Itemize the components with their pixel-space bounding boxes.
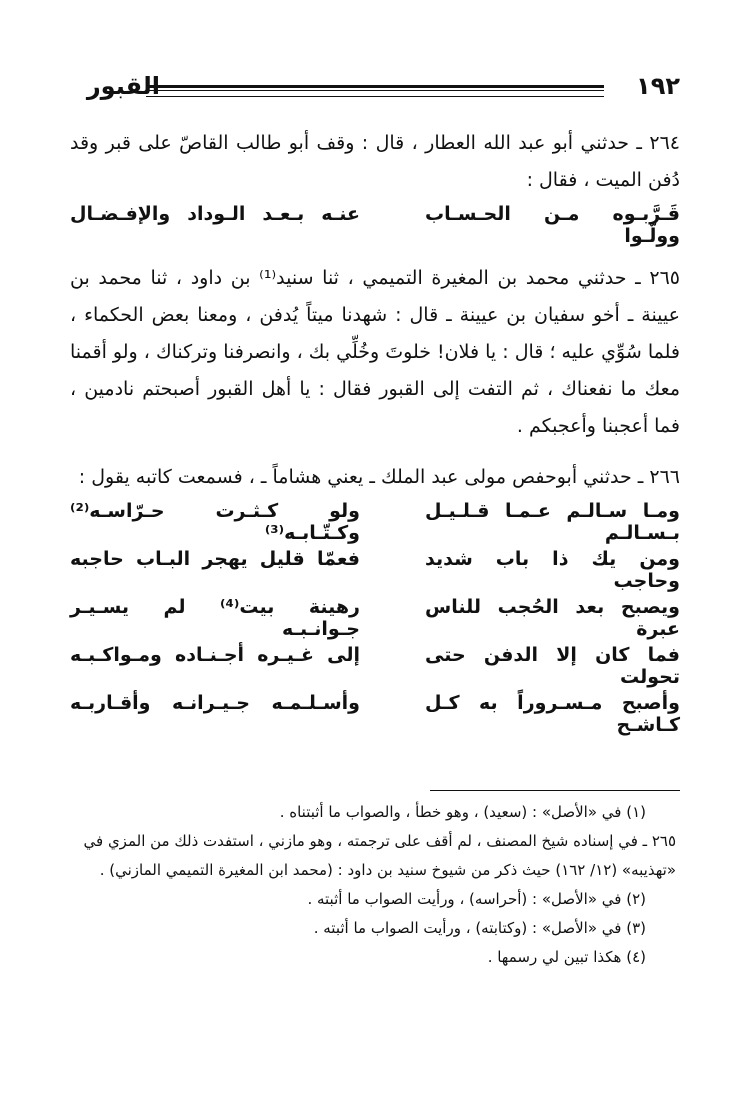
verse-first-hemistich: ومـا سـالـم عـمـا قـلـيـل بـسـالـم: [425, 500, 680, 544]
verse-first-hemistich: فما كان إلا الدفن حتى تحولت: [425, 644, 680, 688]
poem-line: [70, 644, 680, 692]
page-header: [70, 72, 680, 112]
verse-first-hemistich: قَـرَّبـوه مـن الحـسـاب وولّـوا: [425, 203, 680, 247]
page-number: ١٩٢: [636, 72, 680, 100]
verse-second-hemistich: وأسـلـمـه جـيـرانـه وأقـاربـه: [70, 692, 360, 714]
footnote-1: (١) في «الأصل» : (سعيد) ، وهو خطأ ، والصواب ما أثبتناه .: [279, 803, 646, 821]
footnote-265: ٢٦٥ ـ في إسناده شيخ المصنف ، لم أقف على ترجمته ، وهو مازني ، استفدت ذلك من المزي في «تهذيبه» (١٢/ ١٦٢) حيث ذكر من شيوخ سنيد بن داود : (محمد ابن المغيرة التميمي المازني) .: [83, 832, 676, 879]
verse-second-hemistich: فعمّا قليل يهجر البـاب حاجبه: [70, 548, 360, 570]
poem-line: [70, 500, 680, 548]
footnote-4: (٤) هكذا تبين لي رسمها .: [487, 948, 646, 966]
poem: [70, 500, 680, 740]
footnote-separator: [430, 790, 680, 791]
paragraph-266: ٢٦٦ ـ حدثني أبوحفص مولى عبد الملك ـ يعني هشاماً ـ ، فسمعت كاتبه يقول :: [78, 466, 680, 488]
main-text: [70, 125, 680, 740]
paragraph-264: ٢٦٤ ـ حدثني أبو عبد الله العطار ، قال : وقف أبو طالب القاصّ على قبر وقد دُفن الميت ، فقال :: [70, 132, 680, 191]
footnotes: [70, 798, 676, 972]
verse-second-hemistich: ولو كـثـرت حـرّاسـه⁽²⁾ وكـتّـابـه⁽³⁾: [70, 500, 360, 544]
paragraph-265: ٢٦٥ ـ حدثني محمد بن المغيرة التميمي ، ثنا سنيد⁽¹⁾ بن داود ، ثنا محمد بن عيينة ـ أخو سفيان بن عيينة ـ قال : شهدنا ميتاً يُدفن ، ومعنا بعض الحكماء ، فلما سُوِّي عليه ؛ قال : يا فلان! خلوتَ وخُلِّي بك ، وانصرفنا وتركناك ، ولو أقمنا معك ما نفعناك ، ثم التفت إلى القبور فقال : يا أهل القبور أصبحتم نادمين ، فما أعجبنا وأعجبكم .: [70, 267, 681, 437]
running-title: القبور: [86, 72, 160, 100]
poem-line: [70, 596, 680, 644]
verse-first-hemistich: ومن يك ذا باب شديد وحاجب: [425, 548, 680, 592]
header-rule: [146, 85, 604, 97]
verse-second-hemistich: رهينة بيت⁽⁴⁾ لم يسـيـر جـوانـبـه: [70, 596, 360, 640]
verse-second-hemistich: إلى غـيـره أجـنـاده ومـواكـبـه: [70, 644, 360, 666]
verse-second-hemistich: عنـه بـعـد الـوداد والإفـضـال: [70, 203, 360, 225]
verse-first-hemistich: ويصبح بعد الحُجب للناس عبرة: [425, 596, 680, 640]
verse-first-hemistich: وأصبح مـسـروراً به كـل كـاشـح: [425, 692, 680, 736]
footnote-2: (٢) في «الأصل» : (أحراسه) ، ورأيت الصواب ما أثبته .: [307, 890, 646, 908]
footnote-3: (٣) في «الأصل» : (وكتابته) ، ورأيت الصواب ما أثبته .: [313, 919, 646, 937]
verse-line: [70, 203, 680, 246]
poem-line: [70, 548, 680, 596]
poem-line: [70, 692, 680, 740]
